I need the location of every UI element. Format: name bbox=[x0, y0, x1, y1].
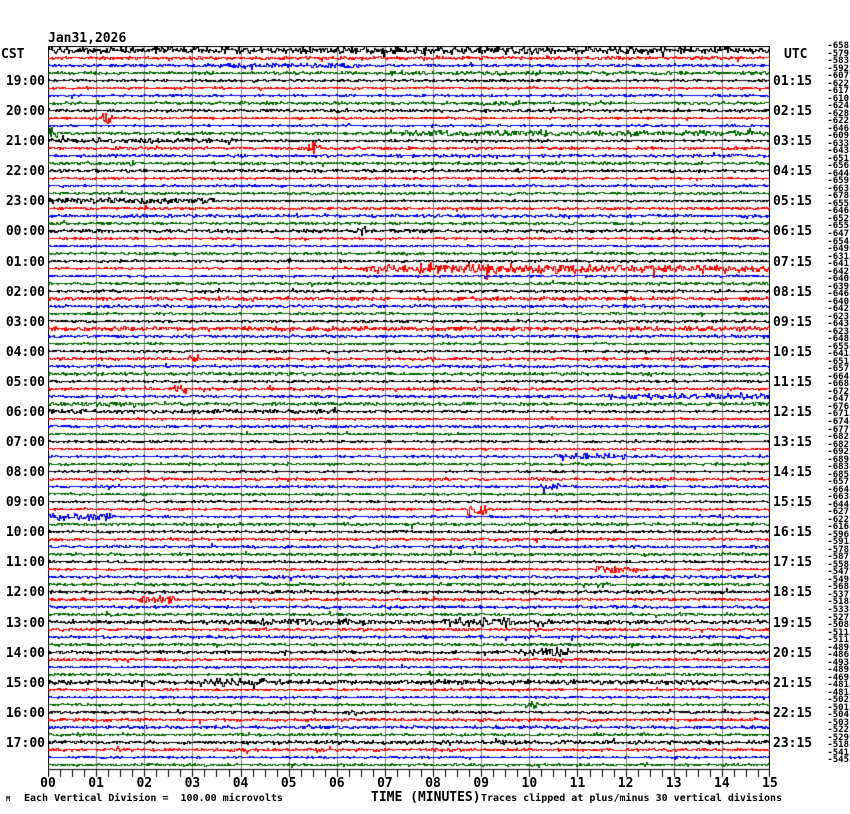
offset-value: -508 bbox=[827, 620, 849, 631]
offset-value: -644 bbox=[827, 499, 849, 510]
offset-value: -579 bbox=[827, 48, 849, 59]
right-axis-label: UTC bbox=[784, 47, 808, 62]
offset-value: -646 bbox=[827, 123, 849, 134]
left-time-label: 04:00 bbox=[5, 344, 45, 360]
offset-value: -644 bbox=[827, 168, 849, 179]
left-time-label: 07:00 bbox=[5, 435, 45, 451]
left-time-label: 14:00 bbox=[5, 645, 45, 661]
offset-value: -642 bbox=[827, 266, 849, 277]
left-time-label: 00:00 bbox=[5, 224, 45, 240]
offset-value: -683 bbox=[827, 462, 849, 473]
offset-value: -610 bbox=[827, 93, 849, 104]
offset-value: -656 bbox=[827, 161, 849, 172]
title-date: Jan31,2026 bbox=[48, 31, 127, 46]
right-time-label: 13:15 bbox=[773, 435, 813, 451]
x-tick-label: 10 bbox=[521, 776, 538, 791]
x-axis-title: TIME (MINUTES) bbox=[371, 790, 481, 805]
offset-value: -502 bbox=[827, 695, 849, 706]
offset-value: -671 bbox=[827, 409, 849, 420]
offset-value: -648 bbox=[827, 334, 849, 345]
left-time-label: 13:00 bbox=[5, 615, 45, 631]
left-time-label: 20:00 bbox=[5, 104, 45, 120]
offset-value: -663 bbox=[827, 492, 849, 503]
offset-value: -655 bbox=[827, 341, 849, 352]
left-time-label: 06:00 bbox=[5, 404, 45, 420]
offset-value: -643 bbox=[827, 319, 849, 330]
left-time-label: 11:00 bbox=[5, 555, 45, 571]
offset-value: -616 bbox=[827, 522, 849, 533]
offset-value: -568 bbox=[827, 582, 849, 593]
x-tick-label: 12 bbox=[617, 776, 634, 791]
offset-value: -489 bbox=[827, 665, 849, 676]
left-time-label: 08:00 bbox=[5, 465, 45, 481]
x-tick-label: 15 bbox=[762, 776, 778, 791]
x-tick-label: 04 bbox=[232, 776, 249, 791]
offset-value: -652 bbox=[827, 213, 849, 224]
left-time-label: 05:00 bbox=[5, 374, 45, 390]
offset-value: -659 bbox=[827, 176, 849, 187]
x-tick-label: 07 bbox=[377, 776, 393, 791]
right-time-label: 03:15 bbox=[773, 134, 813, 150]
left-time-label: 03:00 bbox=[5, 314, 45, 330]
left-axis-label: CST bbox=[1, 47, 25, 62]
offset-value: -647 bbox=[827, 229, 849, 239]
left-time-label: 23:00 bbox=[5, 194, 45, 210]
offset-value: -622 bbox=[827, 514, 849, 525]
offset-value: -677 bbox=[827, 424, 849, 435]
offset-value: -481 bbox=[827, 680, 849, 691]
offset-value: -529 bbox=[827, 732, 849, 743]
left-time-label: 16:00 bbox=[5, 705, 45, 721]
right-time-label: 19:15 bbox=[773, 615, 813, 631]
offset-value: -689 bbox=[827, 454, 849, 465]
offset-value: -541 bbox=[827, 747, 849, 758]
offset-value: -668 bbox=[827, 379, 849, 390]
offset-value: -522 bbox=[827, 725, 849, 736]
offset-value: -511 bbox=[827, 635, 849, 646]
right-time-label: 07:15 bbox=[773, 254, 813, 270]
x-tick-label: 09 bbox=[473, 776, 490, 791]
left-time-label: 15:00 bbox=[5, 675, 45, 691]
offset-value: -622 bbox=[827, 78, 849, 89]
offset-value: -646 bbox=[827, 206, 849, 217]
watermark-glyph: M bbox=[6, 795, 11, 803]
right-time-label: 05:15 bbox=[773, 194, 813, 210]
offset-value: -657 bbox=[827, 477, 849, 488]
scale-note: Each Vertical Division = 100.00 microvolts bbox=[24, 793, 283, 804]
left-time-label: 12:00 bbox=[5, 585, 45, 601]
offset-value: -596 bbox=[827, 529, 849, 540]
offset-value: -651 bbox=[827, 153, 849, 164]
offset-value: -643 bbox=[827, 146, 849, 157]
right-time-label: 09:15 bbox=[773, 314, 813, 330]
right-time-label: 21:15 bbox=[773, 675, 813, 691]
left-time-label: 21:00 bbox=[5, 134, 45, 150]
offset-value: -664 bbox=[827, 484, 849, 495]
right-time-label: 16:15 bbox=[773, 525, 813, 541]
offset-value: -558 bbox=[827, 559, 849, 570]
x-tick-label: 02 bbox=[136, 776, 153, 791]
x-tick-label: 00 bbox=[40, 776, 56, 791]
offset-value: -678 bbox=[827, 191, 849, 202]
offset-value: -545 bbox=[827, 755, 849, 766]
offset-value: -672 bbox=[827, 386, 849, 397]
offset-value: -654 bbox=[827, 236, 849, 247]
offset-value: -518 bbox=[827, 597, 849, 608]
offset-value: -486 bbox=[827, 650, 849, 661]
offset-value: -503 bbox=[827, 717, 849, 728]
offset-value: -533 bbox=[827, 605, 849, 615]
offset-value: -609 bbox=[827, 131, 849, 142]
offset-value: -622 bbox=[827, 116, 849, 127]
offset-value: -624 bbox=[827, 101, 849, 112]
offset-value: -592 bbox=[827, 63, 849, 74]
offset-value: -628 bbox=[827, 108, 849, 119]
offset-value: -627 bbox=[827, 507, 849, 518]
left-time-label: 09:00 bbox=[5, 495, 45, 511]
right-time-label: 14:15 bbox=[773, 465, 813, 481]
x-tick-label: 03 bbox=[184, 776, 201, 791]
left-time-label: 22:00 bbox=[5, 164, 45, 180]
offset-value: -692 bbox=[827, 447, 849, 458]
offset-value: -469 bbox=[827, 672, 849, 683]
x-tick-label: 11 bbox=[569, 776, 586, 791]
offset-value: -583 bbox=[827, 56, 849, 67]
offset-value: -663 bbox=[827, 183, 849, 194]
right-time-label: 18:15 bbox=[773, 585, 813, 601]
right-time-label: 23:15 bbox=[773, 735, 813, 751]
offset-value: -607 bbox=[827, 71, 849, 82]
seismogram-canvas bbox=[48, 46, 770, 780]
offset-value: -640 bbox=[827, 274, 849, 285]
offset-value: -676 bbox=[827, 401, 849, 412]
offset-value: -493 bbox=[827, 657, 849, 668]
offset-value: -623 bbox=[827, 326, 849, 337]
offset-value: -489 bbox=[827, 642, 849, 653]
right-time-label: 15:15 bbox=[773, 495, 813, 511]
offset-value: -631 bbox=[827, 251, 849, 262]
offset-value: -504 bbox=[827, 710, 849, 721]
offset-value: -633 bbox=[827, 138, 849, 149]
right-time-label: 20:15 bbox=[773, 645, 813, 661]
offset-value: -623 bbox=[827, 311, 849, 322]
right-time-label: 17:15 bbox=[773, 555, 813, 571]
x-tick-label: 01 bbox=[88, 776, 104, 791]
left-time-label: 10:00 bbox=[5, 525, 45, 541]
offset-value: -642 bbox=[827, 304, 849, 315]
offset-value: -682 bbox=[827, 432, 849, 443]
clip-note: Traces clipped at plus/minus 30 vertical divisions bbox=[481, 793, 783, 804]
offset-value: -511 bbox=[827, 627, 849, 638]
offset-value: -647 bbox=[827, 394, 849, 405]
offset-value: -655 bbox=[827, 198, 849, 209]
offset-value: -641 bbox=[827, 349, 849, 360]
right-time-label: 08:15 bbox=[773, 284, 813, 300]
right-time-label: 06:15 bbox=[773, 224, 813, 240]
left-time-label: 01:00 bbox=[5, 254, 45, 270]
offset-value: -527 bbox=[827, 612, 849, 623]
right-time-label: 01:15 bbox=[773, 74, 813, 90]
offset-value: -640 bbox=[827, 296, 849, 307]
x-tick-label: 14 bbox=[714, 776, 730, 791]
offset-value: -685 bbox=[827, 469, 849, 480]
offset-value: -481 bbox=[827, 687, 849, 698]
offset-value: -547 bbox=[827, 567, 849, 578]
right-time-label: 11:15 bbox=[773, 374, 813, 390]
offset-value: -518 bbox=[827, 740, 849, 751]
offset-value: -664 bbox=[827, 371, 849, 382]
right-time-label: 10:15 bbox=[773, 344, 813, 360]
offset-value: -649 bbox=[827, 244, 849, 255]
offset-value: -682 bbox=[827, 439, 849, 450]
offset-value: -578 bbox=[827, 544, 849, 555]
right-time-label: 22:15 bbox=[773, 705, 813, 721]
offset-value: -549 bbox=[827, 574, 849, 585]
offset-value: -658 bbox=[827, 41, 849, 51]
offset-value: -657 bbox=[827, 364, 849, 375]
x-tick-label: 13 bbox=[665, 776, 682, 791]
x-tick-label: 05 bbox=[280, 776, 297, 791]
offset-value: -617 bbox=[827, 86, 849, 97]
offset-value: -537 bbox=[827, 589, 849, 600]
right-time-label: 04:15 bbox=[773, 164, 813, 180]
offset-value: -646 bbox=[827, 289, 849, 300]
offset-value: -501 bbox=[827, 702, 849, 713]
left-time-label: 19:00 bbox=[5, 74, 45, 90]
offset-value: -674 bbox=[827, 417, 849, 427]
offset-value: -655 bbox=[827, 221, 849, 232]
offset-value: -641 bbox=[827, 259, 849, 270]
offset-value: -651 bbox=[827, 356, 849, 367]
x-tick-label: 08 bbox=[425, 776, 441, 791]
offset-value: -639 bbox=[827, 281, 849, 292]
offset-value: -591 bbox=[827, 537, 849, 548]
left-time-label: 17:00 bbox=[5, 735, 45, 751]
left-time-label: 02:00 bbox=[5, 284, 45, 300]
offset-value: -587 bbox=[827, 552, 849, 563]
right-time-label: 12:15 bbox=[773, 404, 813, 420]
right-time-label: 02:15 bbox=[773, 104, 813, 120]
x-tick-label: 06 bbox=[328, 776, 345, 791]
